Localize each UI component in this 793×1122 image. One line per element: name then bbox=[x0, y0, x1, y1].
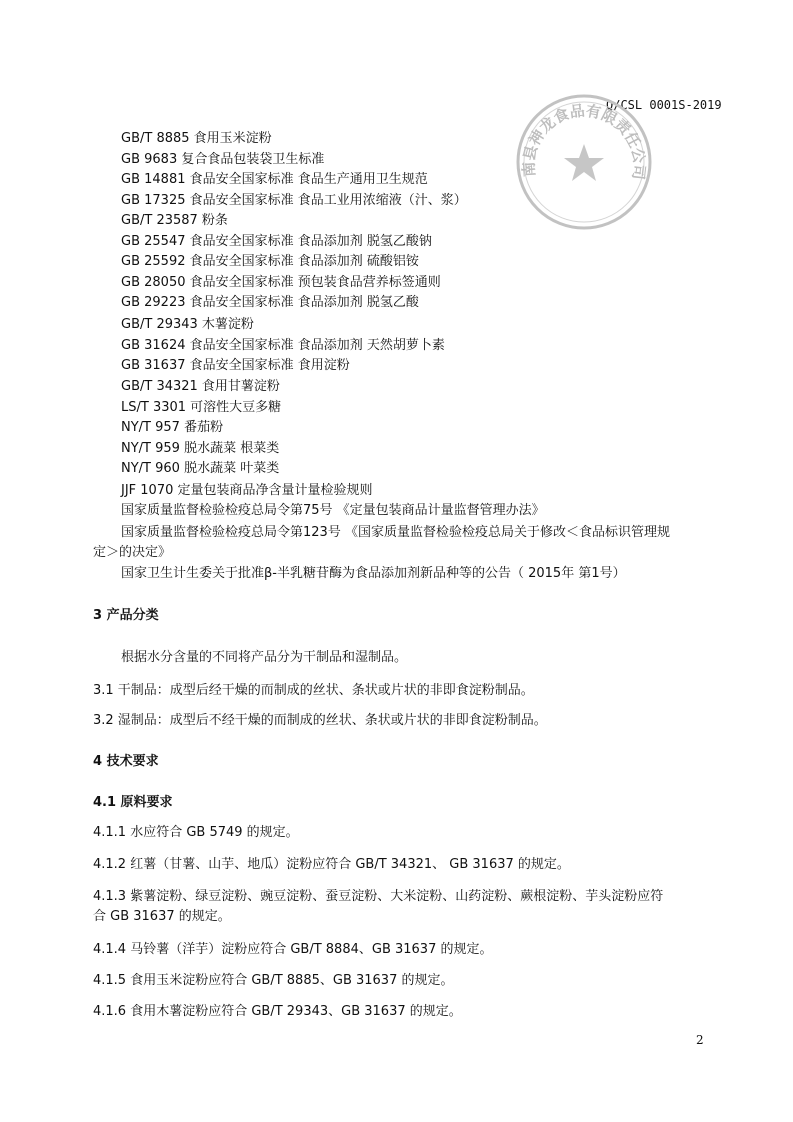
reference-line-14: LS/T 3301 可溶性大豆多糖 bbox=[121, 400, 282, 415]
reference-line-8: GB 28050 食品安全国家标准 预包装食品营养标签通则 bbox=[121, 275, 441, 290]
reference-line-9: GB 29223 食品安全国家标准 食品添加剂 脱氢乙酸 bbox=[121, 295, 419, 310]
clause-4-1-1: 4.1.1 水应符合 GB 5749 的规定。 bbox=[93, 825, 299, 840]
section-3-2-item: 3.2 湿制品：成型后不经干燥的而制成的丝状、条状或片状的非即食淀粉制品。 bbox=[93, 713, 547, 728]
reference-line-1: GB/T 8885 食用玉米淀粉 bbox=[121, 131, 272, 146]
clause-4-1-3-cont: 合 GB 31637 的规定。 bbox=[93, 909, 231, 924]
reference-line-10: GB/T 29343 木薯淀粉 bbox=[121, 317, 254, 332]
reference-line-19: 国家质量监督检验检疫总局令第75号 《定量包装商品计量监督管理办法》 bbox=[121, 503, 545, 518]
reference-line-6: GB 25547 食品安全国家标准 食品添加剂 脱氢乙酸钠 bbox=[121, 234, 432, 249]
company-seal-stamp bbox=[514, 92, 654, 232]
clause-4-1-3: 4.1.3 紫薯淀粉、绿豆淀粉、豌豆淀粉、蚕豆淀粉、大米淀粉、山药淀粉、蕨根淀粉、芋头淀粉应符 bbox=[93, 889, 664, 904]
section-3-heading: 3 产品分类 bbox=[93, 608, 159, 623]
reference-line-7: GB 25592 食品安全国家标准 食品添加剂 硫酸铝铵 bbox=[121, 254, 419, 269]
reference-line-5: GB/T 23587 粉条 bbox=[121, 213, 228, 228]
reference-line-15: NY/T 957 番茄粉 bbox=[121, 420, 224, 435]
reference-line-18: JJF 1070 定量包装商品净含量计量检验规则 bbox=[121, 483, 373, 498]
section-3-intro: 根据水分含量的不同将产品分为干制品和湿制品。 bbox=[121, 650, 408, 665]
section-4-1-heading: 4.1 原料要求 bbox=[93, 795, 173, 810]
reference-line-20: 国家质量监督检验检疫总局令第123号 《国家质量监督检验检疫总局关于修改＜食品标识管理规 bbox=[121, 525, 670, 540]
clause-4-1-4: 4.1.4 马铃薯（洋芋）淀粉应符合 GB/T 8884、GB 31637 的规定。 bbox=[93, 942, 493, 957]
reference-line-16: NY/T 959 脱水蔬菜 根菜类 bbox=[121, 441, 280, 456]
reference-line-12: GB 31637 食品安全国家标准 食用淀粉 bbox=[121, 358, 350, 373]
clause-4-1-5: 4.1.5 食用玉米淀粉应符合 GB/T 8885、GB 31637 的规定。 bbox=[93, 973, 454, 988]
clause-4-1-2: 4.1.2 红薯（甘薯、山芋、地瓜）淀粉应符合 GB/T 34321、 GB 31637 的规定。 bbox=[93, 857, 570, 872]
reference-line-21: 国家卫生计生委关于批准β-半乳糖苷酶为食品添加剂新品种等的公告（ 2015年 第1号） bbox=[121, 566, 626, 581]
reference-line-13: GB/T 34321 食用甘薯淀粉 bbox=[121, 379, 280, 394]
page-number: 2 bbox=[696, 1033, 704, 1047]
section-4-heading: 4 技术要求 bbox=[93, 754, 159, 769]
reference-line-11: GB 31624 食品安全国家标准 食品添加剂 天然胡萝卜素 bbox=[121, 338, 445, 353]
svg-text:南县神龙食品有限责任公司: 南县神龙食品有限责任公司 bbox=[519, 101, 649, 181]
document-code: Q/CSL 0001S-2019 bbox=[606, 98, 722, 112]
section-3-1-item: 3.1 干制品：成型后经干燥的而制成的丝状、条状或片状的非即食淀粉制品。 bbox=[93, 683, 534, 698]
reference-line-4: GB 17325 食品安全国家标准 食品工业用浓缩液（汁、浆） bbox=[121, 193, 467, 208]
reference-line-20-cont: 定＞的决定》 bbox=[93, 545, 172, 560]
reference-line-3: GB 14881 食品安全国家标准 食品生产通用卫生规范 bbox=[121, 172, 428, 187]
reference-line-17: NY/T 960 脱水蔬菜 叶菜类 bbox=[121, 461, 280, 476]
clause-4-1-6: 4.1.6 食用木薯淀粉应符合 GB/T 29343、GB 31637 的规定。 bbox=[93, 1004, 462, 1019]
reference-line-2: GB 9683 复合食品包装袋卫生标准 bbox=[121, 152, 325, 167]
